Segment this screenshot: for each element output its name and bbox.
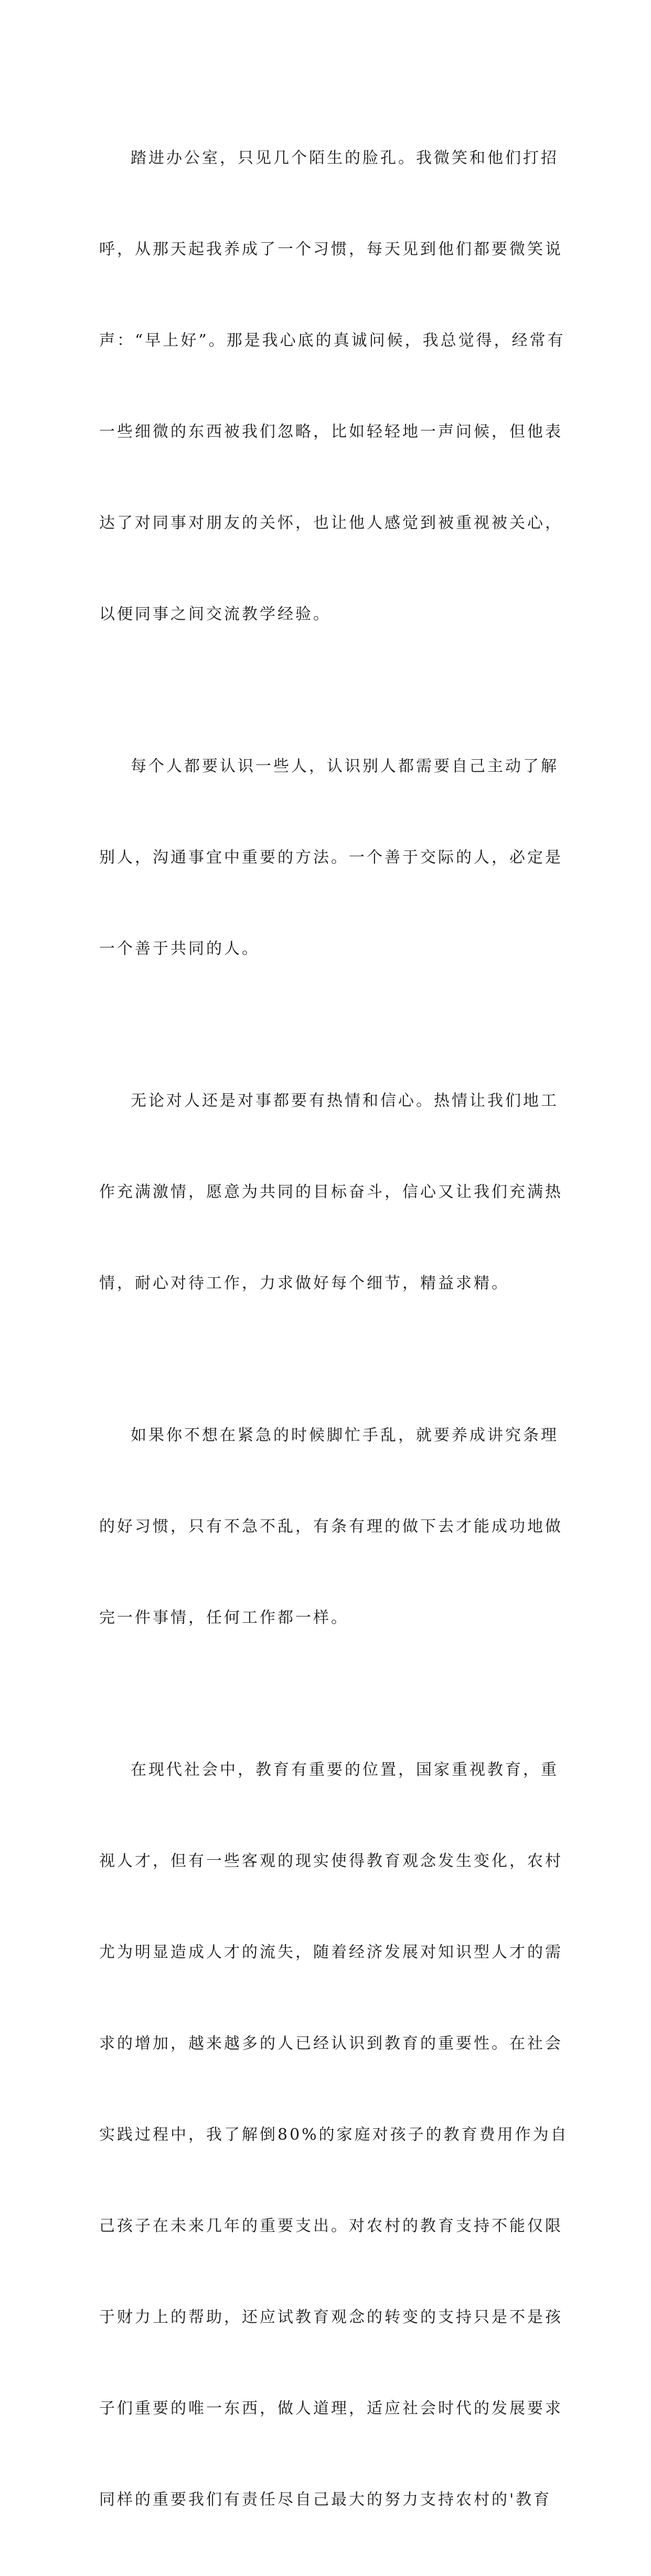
- text-line: 求的增加，越来越多的人已经认识到教育的重要性。在社会: [99, 2034, 563, 2053]
- text-line: 每个人都要认识一些人，认识别人都需要自己主动了解: [131, 757, 559, 775]
- text-line: 一个善于共同的人。: [99, 940, 260, 958]
- text-line: 一些细微的东西被我们忽略，比如轻轻地一声问候，但他表: [99, 423, 563, 441]
- paragraph-1: [99, 82, 565, 691]
- text-line: 如果你不想在紧急的时候脚忙手乱，就要养成讲究条理: [131, 1426, 559, 1445]
- paragraph-2: [99, 691, 563, 1025]
- text-line: 同样的重要我们有责任尽自己最大的努力支持农村的'教育: [99, 2491, 552, 2509]
- document-body: [99, 82, 569, 2576]
- text-line: 视人才，但有一些客观的现实使得教育观念发生变化，农村: [99, 1852, 563, 1870]
- text-line: 踏进办公室，只见几个陌生的脸孔。我微笑和他们打招: [131, 149, 559, 167]
- paragraph-4: [99, 1360, 563, 1694]
- text-line: 于财力上的帮助，还应试教育观念的转变的支持只是不是孩: [99, 2308, 563, 2326]
- paragraph-5: [99, 1694, 569, 2576]
- text-line: 的好习惯，只有不急不乱，有条有理的做下去才能成功地做: [99, 1517, 563, 1536]
- text-line: 子们重要的唯一东西，做人道理，适应社会时代的发展要求: [99, 2399, 563, 2418]
- text-line: 呼，从那天起我养成了一个习惯，每天见到他们都要微笑说: [99, 240, 563, 258]
- text-line: 完一件事情，任何工作都一样。: [99, 1609, 349, 1627]
- text-line: 作充满激情，愿意为共同的目标奋斗，信心又让我们充满热: [99, 1183, 563, 1201]
- text-line: 实践过程中，我了解倒80%的家庭对孩子的教育费用作为自: [99, 2126, 569, 2144]
- text-line: 声：“早上好”。那是我心底的真诚问候，我总觉得，经常有: [99, 331, 565, 350]
- text-line: 己孩子在未来几年的重要支出。对农村的教育支持不能仅限: [99, 2217, 563, 2235]
- text-line: 达了对同事对朋友的关怀，也让他人感觉到被重视被关心，: [99, 514, 563, 532]
- text-line: 情，耐心对待工作，力求做好每个细节，精益求精。: [99, 1274, 509, 1292]
- text-line: 别人，沟通事宜中重要的方法。一个善于交际的人，必定是: [99, 848, 563, 867]
- text-line: 以便同事之间交流教学经验。: [99, 605, 331, 623]
- paragraph-3: [99, 1025, 563, 1360]
- text-line: 在现代社会中，教育有重要的位置，国家重视教育，重: [131, 1761, 559, 1779]
- text-line: 无论对人还是对事都要有热情和信心。热情让我们地工: [131, 1092, 559, 1110]
- text-line: 尤为明显造成人才的流失，随着经济发展对知识型人才的需: [99, 1943, 563, 1961]
